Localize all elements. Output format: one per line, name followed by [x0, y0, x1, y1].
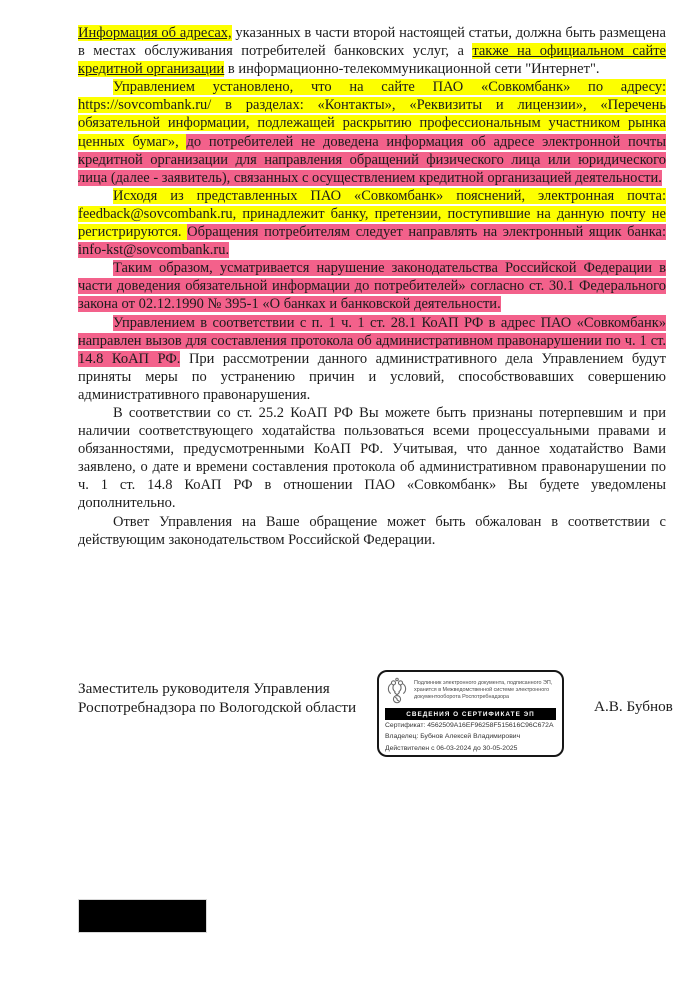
- text-segment: до потребителей не доведена информация об адресе электронной почты кредитной организации для направления обращений физического лица или юридического лица (далее - заявитель), связанных с осуществлением кредитной организацией деятельности.: [78, 133, 666, 186]
- paragraph: [78, 314, 666, 404]
- signatory-title-line1: Заместитель руководителя Управления: [78, 680, 330, 697]
- digital-signature-stamp: [377, 670, 564, 757]
- signatory-name: А.В. Бубнов: [594, 698, 673, 715]
- text-segment: Обращения потребителям следует направлять на электронный ящик банка: info-kst@sovcombank.ru.: [78, 224, 667, 259]
- signatory-title-line2: Роспотребнадзора по Вологодской области: [78, 698, 357, 716]
- paragraph: [78, 513, 666, 549]
- text-segment: в информационно-телекоммуникационной сети "Интернет".: [224, 61, 600, 78]
- stamp-owner-line: Владелец: Бубнов Алексей Владимирович: [385, 733, 521, 740]
- text-segment: Управлением установлено, что на сайте ПАО «Совкомбанк» по адресу: https://sovcombank.ru/ в разделах: «Контакты», «Реквизиты и лицензии», «Перечень обязательной информации, подлежащей раскрытию профессиональным участником рынка ценных бумаг»,: [78, 79, 666, 150]
- text-segment: также на официальном сайте кредитной организации: [78, 43, 666, 78]
- paragraph: [78, 187, 666, 259]
- paragraph: [78, 404, 666, 513]
- paragraph: [78, 259, 666, 313]
- text-segment: Таким образом, усматривается нарушение законодательства Российской Федерации в части доведения обязательной информации до потребителей» согласно ст. 30.1 Федерального закона от 02.12.1990 № 395-1 «О банках и банковской деятельности.: [78, 260, 666, 313]
- text-segment: В соответствии со ст. 25.2 КоАП РФ Вы можете быть признаны потерпевшим и при наличии соответствующего ходатайства пользоваться всеми процессуальными правами и обязанностями, предусмотренными КоАП РФ. Учитывая, что данное ходатайство Вами заявлено, о дате и времени составления протокола об административном правонарушении по ч. 1 ст. 14.8 КоАП РФ в отношении ПАО «Совкомбанк» Вы будете уведомлены дополнительно.: [78, 404, 666, 512]
- stamp-certificate-bar: СВЕДЕНИЯ О СЕРТИФИКАТЕ ЭП: [385, 708, 556, 720]
- signatory-title: [78, 680, 356, 717]
- text-segment: Исходя из представленных ПАО «Совкомбанк» пояснений, электронная почта: feedback@sovcombank.ru, принадлежит банку, претензии, поступившие на данную почту не регистрируются.: [78, 187, 666, 241]
- paragraph: [78, 78, 666, 187]
- stamp-certificate-line: Сертификат: 4562509A16EF96258F515616C96C672A: [385, 721, 554, 729]
- paragraph: [78, 24, 666, 78]
- document-body: [78, 24, 666, 549]
- rospotrebnadzor-emblem-icon: [385, 677, 409, 705]
- stamp-header-text: Подлинник электронного документа, подписанного ЭП, хранится в Межведомственной системе электронного документооборота Роспотребнадзора: [414, 680, 553, 700]
- stamp-top-row: [385, 677, 556, 705]
- redaction-block: [79, 900, 206, 932]
- text-segment: указанных в части второй настоящей статьи, должна быть размещена в местах обслуживания потребителей банковских услуг, а: [78, 25, 666, 60]
- text-segment: Ответ Управления на Ваше обращение может быть обжалован в соответствии с действующим законодательством Российской Федерации.: [78, 513, 666, 548]
- stamp-validity-line: Действителен с 06-03-2024 до 30-05-2025: [385, 744, 518, 752]
- text-segment: Информация об адресах,: [78, 25, 232, 41]
- text-segment: При рассмотрении данного административного дела Управлением будут приняты меры по устранению причин и условий, способствовавших совершению административного правонарушения.: [78, 350, 666, 403]
- text-segment: Управлением в соответствии с п. 1 ч. 1 ст. 28.1 КоАП РФ в адрес ПАО «Совкомбанк» направлен вызов для составления протокола об административном правонарушении по ч. 1 ст. 14.8 КоАП РФ.: [78, 314, 666, 367]
